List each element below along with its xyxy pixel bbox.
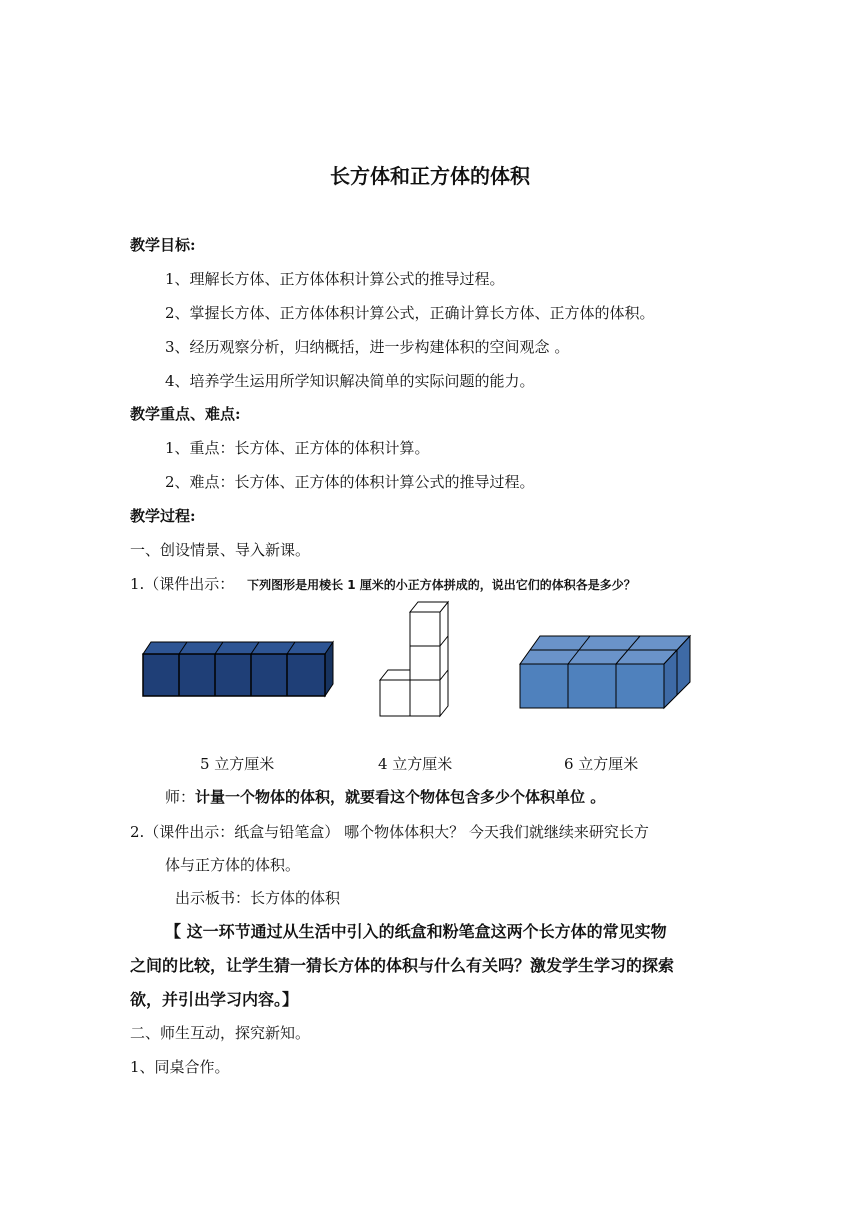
- cube-top-face: [143, 642, 333, 654]
- section-1-heading: 一、创设情景、导入新课。: [130, 541, 311, 559]
- objective-item-4: 4、培养学生运用所学知识解决简单的实际问题的能力。: [165, 372, 535, 390]
- teacher-prefix: 师：: [165, 788, 196, 806]
- column-cube-bottom: [410, 680, 440, 716]
- process-heading: 教学过程:: [130, 507, 196, 525]
- page-title: 长方体和正方体的体积: [330, 164, 530, 188]
- objective-item-2: 2、掌握长方体、正方体体积计算公式，正确计算长方体、正方体的体积。: [165, 304, 655, 322]
- section-2-heading: 二、师生互动，探究新知。: [130, 1024, 311, 1042]
- cube-front-face: [143, 654, 325, 696]
- item-1-line: [130, 574, 636, 595]
- single-cube-front: [380, 680, 410, 716]
- figure-2-caption: 4 立方厘米: [378, 755, 453, 773]
- key-points-heading: 教学重点、难点:: [130, 405, 241, 423]
- figure-block-of-six-cubes: [514, 632, 696, 714]
- figure-l-shape-cubes: [374, 598, 454, 720]
- figure-1-caption: 5 立方厘米: [200, 755, 275, 773]
- column-cube-middle: [410, 646, 440, 680]
- figure-3-caption: 6 立方厘米: [564, 755, 639, 773]
- board-text: 出示板书：长方体的体积: [175, 889, 341, 907]
- item-2-line-2: 体与正方体的体积。: [165, 856, 301, 874]
- item-2-line-1: 2.（课件出示：纸盒与铅笔盒） 哪个物体体积大？ 今天我们就继续来研究长方: [130, 823, 649, 841]
- block-front-face: [520, 664, 664, 708]
- five-cubes-group: [143, 642, 333, 696]
- key-point-item-2: 2、难点：长方体、正方体的体积计算公式的推导过程。: [165, 473, 535, 491]
- note-line-2: 之间的比较，让学生猜一猜长方体的体积与什么有关吗？激发学生学习的探索: [130, 956, 675, 975]
- figure-row-of-five-cubes: [138, 636, 338, 700]
- column-cube-top: [410, 612, 440, 646]
- cooperation-item: 1、同桌合作。: [130, 1058, 230, 1076]
- objective-item-3: 3、经历观察分析，归纳概括，进一步构建体积的空间观念 。: [165, 338, 570, 356]
- objectives-heading: 教学目标:: [130, 236, 196, 254]
- teacher-text: 计量一个物体的体积，就要看这个物体包含多少个体积单位 。: [195, 788, 606, 806]
- key-point-item-1: 1、重点：长方体、正方体的体积计算。: [165, 439, 430, 457]
- item-1-question: 下列图形是用棱长 1 厘米的小正方体拼成的，说出它们的体积各是多少？: [247, 578, 636, 592]
- note-line-3: 欲，并引出学习内容。】: [130, 990, 299, 1009]
- item-1-prefix: 1.（课件出示：: [130, 575, 235, 593]
- column-side-face: [440, 602, 448, 716]
- note-line-1: 【 这一环节通过从生活中引入的纸盒和粉笔盒这两个长方体的常见实物: [165, 922, 667, 941]
- objective-item-1: 1、理解长方体、正方体体积计算公式的推导过程。: [165, 270, 505, 288]
- teacher-statement: [165, 787, 605, 807]
